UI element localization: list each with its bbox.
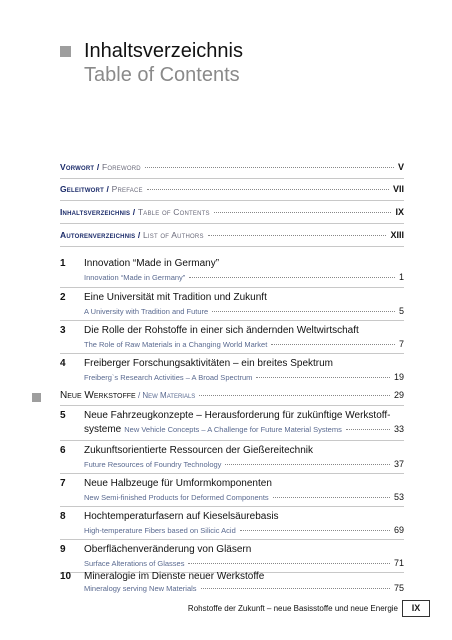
divider: [60, 353, 404, 354]
chapter-page: 69: [393, 525, 404, 535]
dot-leader: [201, 588, 390, 589]
chapter-title-de: Freiberger Forschungsaktivitäten – ein breites Spektrum: [84, 358, 334, 369]
chapter-number: 4: [60, 358, 66, 369]
title-english: Table of Contents: [84, 64, 240, 86]
chapter-title-en: Surface Alterations of Glasses: [84, 559, 185, 568]
chapter-page: 7: [398, 339, 404, 349]
chapter-title-en: Innovation “Made in Germany”: [84, 273, 186, 282]
dot-leader: [273, 497, 390, 498]
dot-leader: [145, 167, 394, 168]
chapter-title-en: High-temperature Fibers based on Silicic Acid: [84, 526, 236, 535]
chapter-number: 3: [60, 325, 66, 336]
chapter-title-de: Neue Fahrzeugkonzepte – Herausforderung für zukünftige Werkstoff-: [84, 410, 391, 421]
entry-subtitle: Preface: [111, 184, 143, 194]
entry-page: VII: [392, 184, 404, 194]
chapter-title-en: Mineralogy serving New Materials: [84, 584, 197, 593]
chapter-page: 37: [393, 459, 404, 469]
chapter-title-de: Zukunftsorientierte Ressourcen der Gießereitechnik: [84, 445, 313, 456]
divider: [60, 320, 404, 321]
divider: [60, 178, 404, 179]
divider: [60, 473, 404, 474]
chapter-page: 71: [393, 558, 404, 568]
chapter-title-de: Oberflächenveränderung von Gläsern: [84, 544, 252, 555]
entry-title: Geleitwort: [60, 184, 104, 194]
chapter-page: 33: [393, 424, 404, 434]
footer-text: Rohstoffe der Zukunft – neue Basisstoffe und neue Energie: [187, 604, 398, 613]
chapter-title-en: Freiberg`s Research Activities – A Broad Spectrum: [84, 373, 253, 382]
chapter-title-en: New Vehicle Concepts – A Challenge for Future Material Systems: [124, 425, 342, 434]
page-footer: [0, 592, 452, 622]
chapter-page: 1: [398, 272, 404, 282]
section-square-icon: [32, 393, 41, 402]
chapter-title-en: New Semi-finished Products for Deformed Components: [84, 493, 269, 502]
dot-leader: [271, 344, 395, 345]
chapter-title-de: Innovation “Made in Germany”: [84, 258, 220, 269]
chapter-title-de: Eine Universität mit Tradition und Zukunft: [84, 292, 267, 303]
toc-front-entry[interactable]: Autorenverzeichnis / List of Authors XIII: [60, 230, 404, 240]
dot-leader: [199, 395, 390, 396]
dot-leader: [189, 277, 395, 278]
divider: [60, 405, 404, 406]
chapter-page: 19: [393, 372, 404, 382]
entry-title: Inhaltsverzeichnis: [60, 207, 131, 217]
entry-title: Autorenverzeichnis: [60, 230, 136, 240]
chapter-title-en: Future Resources of Foundry Technology: [84, 460, 222, 469]
toc-front-entry[interactable]: Geleitwort / Preface VII: [60, 184, 404, 194]
entry-page: IX: [395, 207, 404, 217]
dot-leader: [147, 189, 389, 190]
chapter-number: 6: [60, 445, 66, 456]
chapter-title-de-cont: systeme: [84, 424, 122, 435]
divider: [60, 246, 404, 247]
footer-page-number: IX: [402, 600, 430, 617]
section-page: 29: [393, 390, 404, 400]
section-subtitle: New Materials: [142, 391, 196, 400]
chapter-title-de: Hochtemperaturfasern auf Kieselsäurebasis: [84, 511, 279, 522]
entry-subtitle: Foreword: [101, 162, 141, 172]
title-german: Inhaltsverzeichnis: [84, 40, 243, 62]
chapter-number: 2: [60, 292, 66, 303]
dot-leader: [208, 235, 387, 236]
entry-page: XIII: [390, 230, 404, 240]
dot-leader: [212, 311, 395, 312]
chapter-title-de: Neue Halbzeuge für Umformkomponenten: [84, 478, 272, 489]
chapter-number: 9: [60, 544, 66, 555]
entry-page: V: [397, 162, 404, 172]
header-square-icon: [60, 46, 71, 57]
chapter-number: 8: [60, 511, 66, 522]
chapter-title-de: Mineralogie im Dienste neuer Werkstoffe: [84, 571, 265, 582]
chapter-title-en: A University with Tradition and Future: [84, 307, 209, 316]
chapter-number: 1: [60, 258, 66, 269]
section-title: Neue Werkstoffe: [60, 390, 136, 401]
chapter-number: 5: [60, 410, 66, 421]
chapter-page: 53: [393, 492, 404, 502]
divider: [60, 200, 404, 201]
chapter-title-en: The Role of Raw Materials in a Changing World Market: [84, 340, 268, 349]
divider: [60, 506, 404, 507]
chapter-page: 5: [398, 306, 404, 316]
toc-front-entry[interactable]: Vorwort / Foreword V: [60, 162, 404, 172]
dot-leader: [346, 429, 390, 430]
chapter-title-de: Die Rolle der Rohstoffe in einer sich ändernden Weltwirtschaft: [84, 325, 359, 336]
chapter-number: 7: [60, 478, 66, 489]
entry-subtitle: List of Authors: [143, 230, 204, 240]
toc-section-entry[interactable]: Neue Werkstoffe / New Materials 29: [60, 390, 404, 401]
dot-leader: [256, 377, 390, 378]
toc-front-entry[interactable]: Inhaltsverzeichnis / Table of Contents IX: [60, 207, 404, 217]
divider: [60, 287, 404, 288]
divider: [60, 440, 404, 441]
dot-leader: [188, 563, 390, 564]
entry-subtitle: Table of Contents: [137, 207, 210, 217]
chapter-number: 10: [60, 571, 72, 582]
dot-leader: [214, 212, 392, 213]
divider: [60, 539, 404, 540]
entry-title: Vorwort: [60, 162, 95, 172]
dot-leader: [240, 530, 390, 531]
divider: [60, 223, 404, 224]
chapter-page: 75: [393, 583, 404, 593]
dot-leader: [225, 464, 390, 465]
